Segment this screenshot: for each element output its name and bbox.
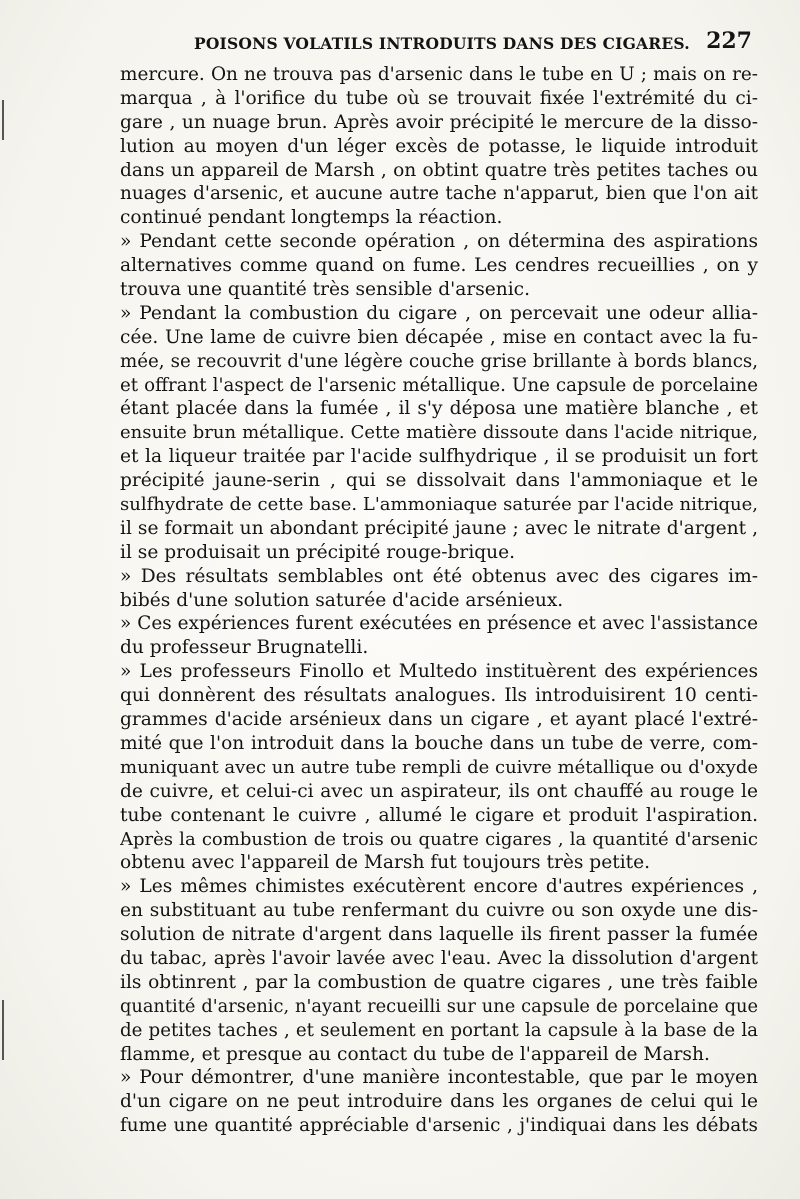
- text-line: » Ces expériences furent exécutées en présence et avec l'assistance: [120, 613, 758, 635]
- text-line: flamme, et presque au contact du tube de l'appareil de Marsh.: [120, 1043, 710, 1065]
- body-text: [120, 63, 758, 1138]
- text-line: d'un cigare on ne peut introduire dans les organes de celui qui le: [120, 1091, 758, 1113]
- page-edge-mark: [2, 1000, 4, 1060]
- text-line: » Pour démontrer, d'une manière incontestable, que par le moyen: [120, 1067, 758, 1089]
- text-line: marqua , à l'orifice du tube où se trouvait fixée l'extrémité du ci-: [120, 87, 758, 109]
- text-line: du tabac, après l'avoir lavée avec l'eau. Avec la dissolution d'argent: [120, 947, 758, 969]
- text-line: du professeur Brugnatelli.: [120, 637, 369, 659]
- text-line: mercure. On ne trouva pas d'arsenic dans le tube en U ; mais on re-: [120, 64, 758, 85]
- text-line: continué pendant longtemps la réaction.: [120, 207, 503, 229]
- text-line: solution de nitrate d'argent dans laquelle ils firent passer la fumée: [120, 924, 758, 946]
- text-line: » Pendant cette seconde opération , on détermina des aspirations: [120, 231, 758, 253]
- page-header: [120, 28, 760, 60]
- text-line: étant placée dans la fumée , il s'y déposa une matière blanche , et: [120, 398, 758, 420]
- text-line: Après la combustion de trois ou quatre cigares , la quantité d'arsenic: [120, 828, 758, 850]
- text-line: qui donnèrent des résultats analogues. Ils introduisirent 10 centi-: [120, 685, 758, 707]
- text-line: mée, se recouvrit d'une légère couche grise brillante à bords blancs,: [120, 350, 758, 372]
- text-line: et offrant l'aspect de l'arsenic métallique. Une capsule de porcelaine: [120, 374, 758, 396]
- text-line: sulfhydrate de cette base. L'ammoniaque saturée par l'acide nitrique,: [120, 494, 758, 516]
- text-line: muniquant avec un autre tube rempli de cuivre métallique ou d'oxyde: [120, 756, 758, 778]
- text-line: et la liqueur traitée par l'acide sulfhydrique , il se produisit un fort: [120, 446, 758, 468]
- text-line: nuages d'arsenic, et aucune autre tache n'apparut, bien que l'on ait: [120, 183, 758, 205]
- text-line: fume une quantité appréciable d'arsenic , j'indiquai dans les débats: [120, 1115, 758, 1137]
- text-line: » Pendant la combustion du cigare , on percevait une odeur allia-: [120, 302, 758, 324]
- text-line: il se formait un abondant précipité jaune ; avec le nitrate d'argent ,: [120, 517, 758, 539]
- text-line: quantité d'arsenic, n'ayant recueilli sur une capsule de porcelaine que: [120, 995, 758, 1017]
- text-line: de cuivre, et celui-ci avec un aspirateur, ils ont chauffé au rouge le: [120, 780, 758, 802]
- text-line: bibés d'une solution saturée d'acide arsénieux.: [120, 589, 564, 611]
- text-line: lution au moyen d'un léger excès de potasse, le liquide introduit: [120, 135, 758, 157]
- text-line: il se produisait un précipité rouge-brique.: [120, 541, 516, 563]
- text-line: trouva une quantité très sensible d'arsenic.: [120, 279, 531, 301]
- text-line: en substituant au tube renfermant du cuivre ou son oxyde une dis-: [120, 900, 758, 922]
- text-line: ensuite brun métallique. Cette matière dissoute dans l'acide nitrique,: [120, 422, 758, 444]
- text-line: » Les professeurs Finollo et Multedo instituèrent des expériences: [120, 661, 758, 683]
- text-line: alternatives comme quand on fume. Les cendres recueillies , on y: [120, 255, 758, 277]
- text-line: grammes d'acide arsénieux dans un cigare , et ayant placé l'extré-: [120, 709, 758, 731]
- text-line: ils obtinrent , par la combustion de quatre cigares , une très faible: [120, 971, 758, 993]
- text-line: obtenu avec l'appareil de Marsh fut toujours très petite.: [120, 852, 651, 874]
- text-line: » Des résultats semblables ont été obtenus avec des cigares im-: [120, 565, 758, 587]
- text-line: mité que l'on introduit dans la bouche dans un tube de verre, com-: [120, 732, 758, 754]
- page-edge-mark: [2, 100, 4, 140]
- text-line: dans un appareil de Marsh , on obtint quatre très petites taches ou: [120, 159, 758, 181]
- text-line: tube contenant le cuivre , allumé le cigare et produit l'aspiration.: [120, 804, 758, 826]
- text-line: cée. Une lame de cuivre bien décapée , mise en contact avec la fu-: [120, 326, 758, 348]
- text-line: gare , un nuage brun. Après avoir précipité le mercure de la disso-: [120, 111, 758, 133]
- page-number: 227: [706, 28, 752, 54]
- text-line: précipité jaune-serin , qui se dissolvait dans l'ammoniaque et le: [120, 470, 758, 492]
- text-line: » Les mêmes chimistes exécutèrent encore d'autres expériences ,: [120, 876, 758, 898]
- running-title: POISONS VOLATILS INTRODUITS DANS DES CIGARES.: [194, 34, 690, 53]
- text-line: de petites taches , et seulement en portant la capsule à la base de la: [120, 1019, 758, 1041]
